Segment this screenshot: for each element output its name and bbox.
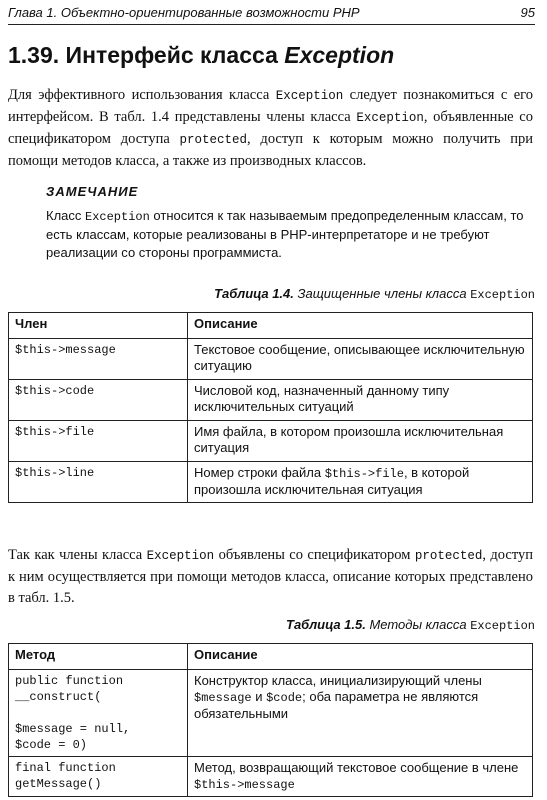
- text-run: относится к так называемым предопределенным классам, то есть классам, которые реализованы в PHP-интерпретаторе и не требуют реализации со стороны программиста.: [46, 208, 524, 260]
- inline-code: protected: [414, 549, 483, 563]
- column-header-member: Член: [9, 313, 188, 339]
- member-cell: $this->code: [9, 380, 188, 421]
- inline-code: Exception: [146, 549, 215, 563]
- caption-label: Таблица 1.5.: [286, 617, 366, 632]
- text-run: Номер строки файла: [194, 465, 325, 480]
- caption-code: Exception: [470, 288, 535, 302]
- table-header-row: [9, 644, 533, 670]
- description-cell: Имя файла, в котором произошла исключительная ситуация: [188, 421, 533, 462]
- note-heading: ЗАМЕЧАНИЕ: [46, 184, 139, 199]
- column-header-method: Метод: [9, 644, 188, 670]
- text-run: , доступ к ним осуществляется при помощи методов класса, описание которых представлено в табл. 1.5.: [8, 547, 533, 606]
- text-run: , объявленные со спецификатором доступа: [8, 109, 533, 147]
- text-run: объявлены со спецификатором: [214, 547, 415, 563]
- table1-caption: [214, 286, 535, 302]
- description-cell: [188, 670, 533, 757]
- text-run: Для эффективного использования класса: [8, 87, 276, 103]
- table-row: [9, 670, 533, 757]
- section-number: 1.39.: [8, 42, 60, 68]
- note-text: [46, 207, 531, 262]
- caption-text: Защищенные члены класса: [293, 286, 471, 301]
- method-cell: public function __construct( $message = null, $code = 0): [9, 670, 188, 757]
- inline-code: protected: [179, 133, 248, 147]
- inline-code: Exception: [356, 111, 424, 125]
- table-row: [9, 757, 533, 797]
- inline-code: $this->file: [324, 467, 404, 481]
- methods-table: [8, 643, 533, 797]
- column-header-description: Описание: [188, 313, 533, 339]
- inline-code: $code: [266, 691, 303, 705]
- text-run: Так как члены класса: [8, 547, 147, 563]
- member-cell: $this->message: [9, 339, 188, 380]
- member-cell: $this->line: [9, 462, 188, 503]
- section-title: [8, 42, 394, 69]
- table-header-row: [9, 313, 533, 339]
- table2-caption: [286, 617, 535, 633]
- caption-code: Exception: [470, 619, 535, 633]
- text-run: , доступ к которым можно получить при помощи методов класса, а также из производных классов.: [8, 131, 533, 169]
- chapter-title: Глава 1. Объектно-ориентированные возможности PHP: [8, 5, 360, 20]
- table-row: [9, 380, 533, 421]
- methods-paragraph: [8, 545, 533, 609]
- text-run: Конструктор класса, инициализирующий члены: [194, 673, 482, 688]
- running-header: [8, 4, 535, 25]
- table-row: [9, 421, 533, 462]
- table-row: [9, 462, 533, 503]
- inline-code: Exception: [85, 210, 150, 224]
- member-cell: $this->file: [9, 421, 188, 462]
- intro-paragraph: [8, 85, 533, 172]
- inline-code: Exception: [275, 89, 344, 103]
- description-cell: [188, 757, 533, 797]
- method-cell: final function getMessage(): [9, 757, 188, 797]
- caption-label: Таблица 1.4.: [214, 286, 294, 301]
- inline-code: $message: [194, 691, 252, 705]
- column-header-description: Описание: [188, 644, 533, 670]
- text-run: , в которой произошла исключительная ситуация: [194, 465, 470, 497]
- description-cell: Текстовое сообщение, описывающее исключительную ситуацию: [188, 339, 533, 380]
- table-row: [9, 339, 533, 380]
- inline-code: $this->message: [194, 778, 295, 792]
- protected-members-table: [8, 312, 533, 503]
- caption-text: Методы класса: [365, 617, 471, 632]
- page-number: 95: [520, 5, 535, 20]
- text-run: Метод, возвращающий текстовое сообщение в члене: [194, 760, 519, 775]
- text-run: ; оба параметра не являются обязательными: [194, 689, 479, 721]
- description-cell: [188, 462, 533, 503]
- text-run: Класс: [46, 208, 85, 223]
- text-run: следует познакомиться с его интерфейсом. В табл. 1.4 представлены члены класса: [8, 87, 533, 125]
- description-cell: Числовой код, назначенный данному типу исключительных ситуаций: [188, 380, 533, 421]
- section-title-class: Exception: [284, 42, 395, 68]
- text-run: и: [251, 689, 267, 704]
- section-title-prefix: Интерфейс класса: [65, 42, 278, 68]
